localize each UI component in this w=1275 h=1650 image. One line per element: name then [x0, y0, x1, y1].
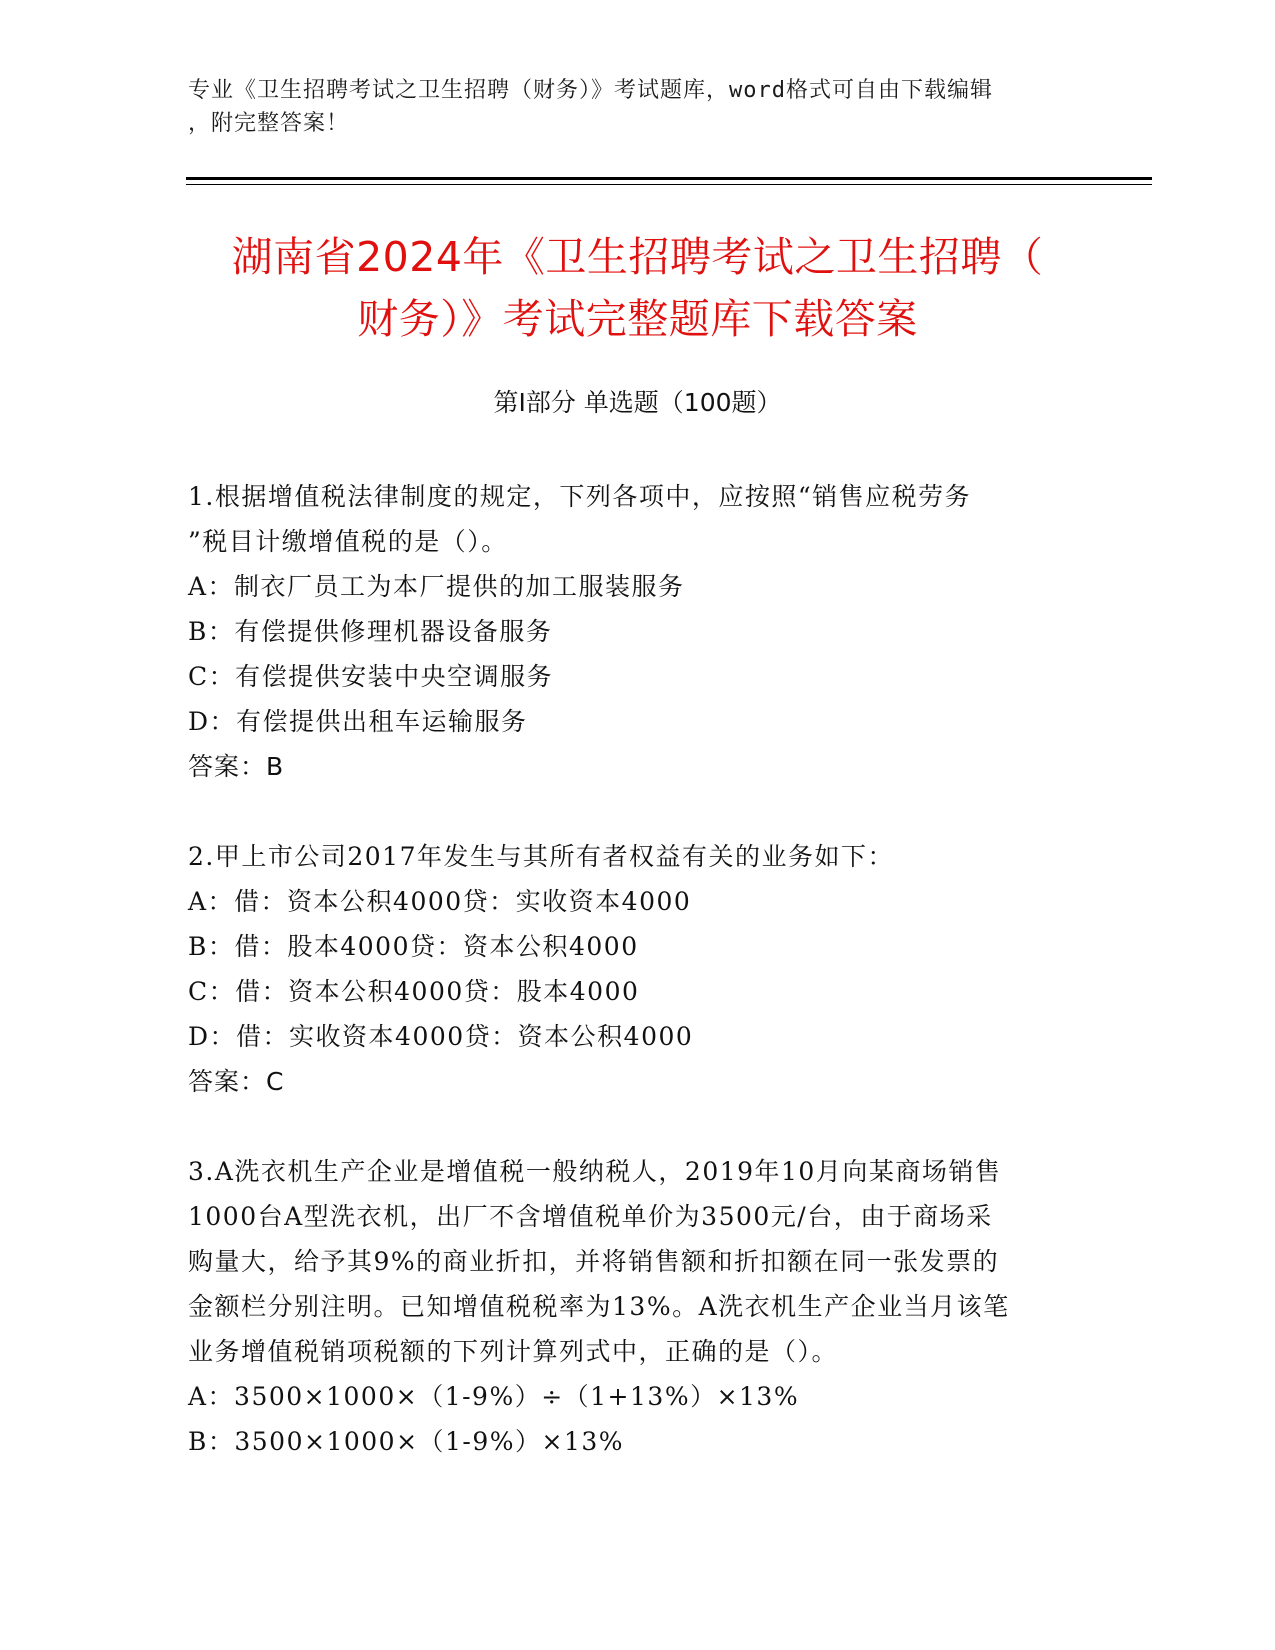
question-stem-line: 业务增值税销项税额的下列计算列式中，正确的是（）。 — [188, 1337, 839, 1366]
question-stem-line: ”税目计缴增值税的是（）。 — [188, 527, 508, 556]
question-spacer — [188, 789, 1088, 834]
section-heading: 第Ⅰ部分 单选题（100题） — [493, 388, 782, 417]
document-title-line-2: 财务）》考试完整题库下载答案 — [357, 295, 918, 343]
option-a: A：3500×1000×（1-9%）÷（1+13%）×13% — [188, 1382, 800, 1411]
question-item — [188, 474, 1088, 789]
header-note — [188, 74, 1088, 140]
question-list — [188, 474, 1088, 1464]
question-item — [188, 1149, 1088, 1464]
header-rule-thin — [186, 184, 1152, 185]
option-a: A：制衣厂员工为本厂提供的加工服装服务 — [188, 572, 685, 601]
question-stem-line: 3.A洗衣机生产企业是增值税一般纳税人，2019年10月向某商场销售 — [188, 1157, 1002, 1186]
option-b: B：3500×1000×（1-9%）×13% — [188, 1427, 625, 1456]
answer-label: 答案：B — [188, 752, 285, 781]
option-a: A：借：资本公积4000贷：实收资本4000 — [188, 887, 692, 916]
option-b: B：借：股本4000贷：资本公积4000 — [188, 932, 639, 961]
question-stem-line: 购量大，给予其9%的商业折扣，并将销售额和折扣额在同一张发票的 — [188, 1247, 1000, 1276]
document-title-line-1: 湖南省2024年《卫生招聘考试之卫生招聘（ — [231, 233, 1044, 281]
header-note-line-1: 专业《卫生招聘考试之卫生招聘（财务）》考试题库，word格式可自由下载编辑 — [188, 78, 993, 103]
header-note-line-2: ，附完整答案！ — [188, 111, 350, 136]
answer-label: 答案：C — [188, 1067, 285, 1096]
option-c: C：借：资本公积4000贷：股本4000 — [188, 977, 640, 1006]
option-d: D：有偿提供出租车运输服务 — [188, 707, 528, 736]
option-c: C：有偿提供安装中央空调服务 — [188, 662, 554, 691]
option-b: B：有偿提供修理机器设备服务 — [188, 617, 553, 646]
question-stem-line: 2.甲上市公司2017年发生与其所有者权益有关的业务如下： — [188, 842, 894, 871]
header-rule-thick — [186, 177, 1152, 180]
question-stem-line: 金额栏分别注明。已知增值税税率为13%。A洗衣机生产企业当月该笔 — [188, 1292, 1010, 1321]
question-stem-line: 1.根据增值税法律制度的规定，下列各项中，应按照“销售应税劳务 — [188, 482, 972, 511]
document-title — [150, 226, 1125, 350]
question-stem-line: 1000台A型洗衣机，出厂不含增值税单价为3500元/台，由于商场采 — [188, 1202, 993, 1231]
question-item — [188, 834, 1088, 1104]
question-spacer — [188, 1104, 1088, 1149]
option-d: D：借：实收资本4000贷：资本公积4000 — [188, 1022, 694, 1051]
